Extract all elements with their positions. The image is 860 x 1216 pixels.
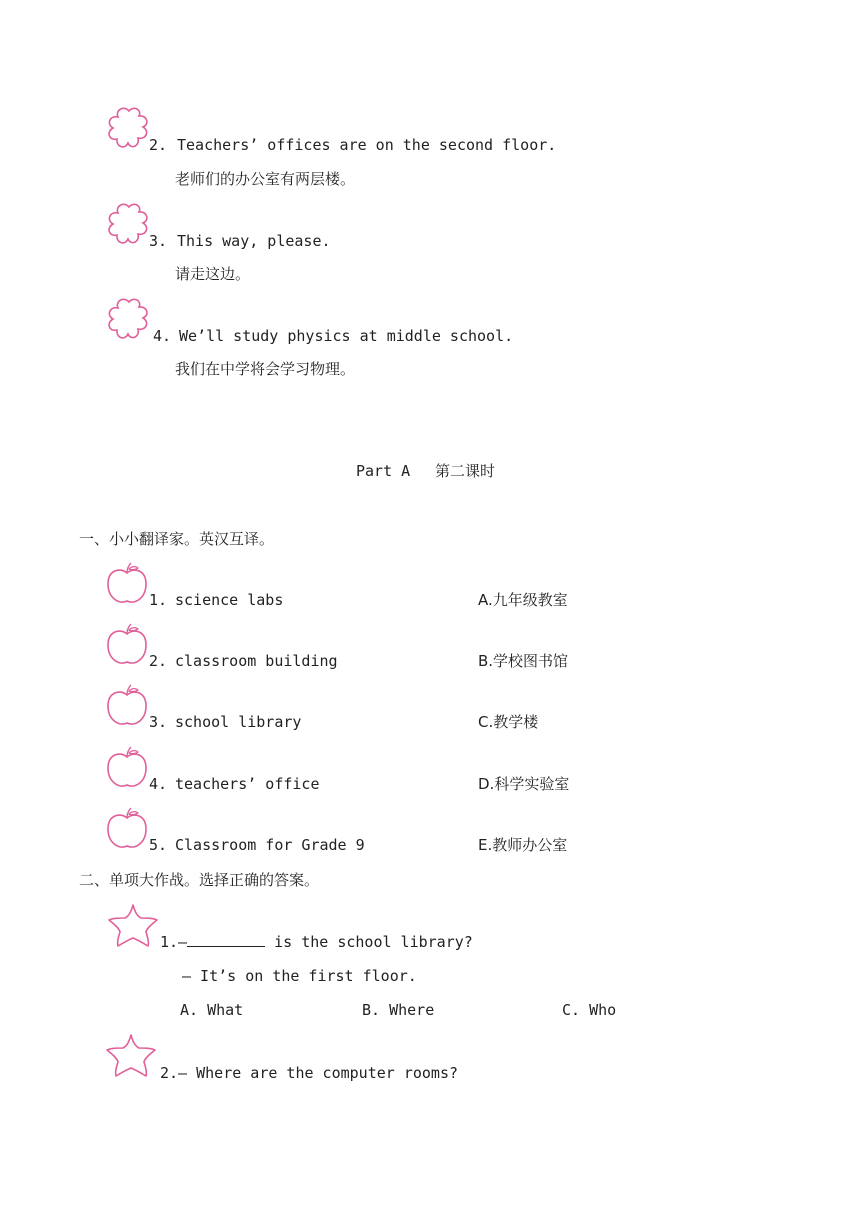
sentence-2-english: Teachers’ offices are on the second floor. xyxy=(177,136,557,154)
flower-icon xyxy=(106,106,152,150)
sentence-2-chinese: 老师们的办公室有两层楼。 xyxy=(175,170,356,188)
apple-icon xyxy=(104,683,150,729)
vocab-1-number: 1. xyxy=(149,591,168,609)
vocab-option-b: B.学校图书馆 xyxy=(478,652,569,670)
vocab-3-english: school library xyxy=(175,713,302,731)
apple-icon xyxy=(104,745,150,791)
lesson-label: 第二课时 xyxy=(435,462,496,480)
sentence-4-english: We’ll study physics at middle school. xyxy=(179,327,514,345)
question-1 xyxy=(160,932,473,952)
vocab-2-number: 2. xyxy=(149,652,168,670)
question-1-reply: — It’s on the first floor. xyxy=(182,967,417,985)
option-a[interactable]: A. What xyxy=(180,1001,244,1019)
vocab-option-e: E.教师办公室 xyxy=(478,836,568,854)
vocab-option-c: C.教学楼 xyxy=(478,713,539,731)
flower-icon xyxy=(106,202,152,246)
sentence-2-number: 2. xyxy=(149,136,168,154)
vocab-5-number: 5. xyxy=(149,836,168,854)
question-2: 2.— Where are the computer rooms? xyxy=(160,1064,459,1082)
vocab-4-number: 4. xyxy=(149,775,168,793)
section1-heading: 一、小小翻译家。英汉互译。 xyxy=(79,530,275,548)
star-icon xyxy=(104,1032,158,1078)
vocab-4-english: teachers’ office xyxy=(175,775,320,793)
answer-blank[interactable] xyxy=(187,932,265,947)
sentence-3-english: This way, please. xyxy=(177,232,331,250)
apple-icon xyxy=(104,622,150,668)
question-1-prefix: 1.— xyxy=(160,933,188,951)
apple-icon xyxy=(104,561,150,607)
apple-icon xyxy=(104,806,150,852)
option-c[interactable]: C. Who xyxy=(562,1001,617,1019)
section2-heading: 二、单项大作战。选择正确的答案。 xyxy=(79,871,320,889)
vocab-3-number: 3. xyxy=(149,713,168,731)
sentence-3-chinese: 请走这边。 xyxy=(175,265,251,283)
option-b[interactable]: B. Where xyxy=(362,1001,435,1019)
question-1-suffix: is the school library? xyxy=(265,933,473,951)
star-icon xyxy=(106,902,160,948)
vocab-2-english: classroom building xyxy=(175,652,338,670)
vocab-5-english: Classroom for Grade 9 xyxy=(175,836,365,854)
sentence-3-number: 3. xyxy=(149,232,168,250)
sentence-4-chinese: 我们在中学将会学习物理。 xyxy=(175,360,356,378)
vocab-option-a: A.九年级教室 xyxy=(478,591,568,609)
vocab-1-english: science labs xyxy=(175,591,284,609)
flower-icon xyxy=(106,297,152,341)
sentence-4-number: 4. xyxy=(153,327,172,345)
vocab-option-d: D.科学实验室 xyxy=(478,775,570,793)
part-label: Part A xyxy=(356,462,411,480)
